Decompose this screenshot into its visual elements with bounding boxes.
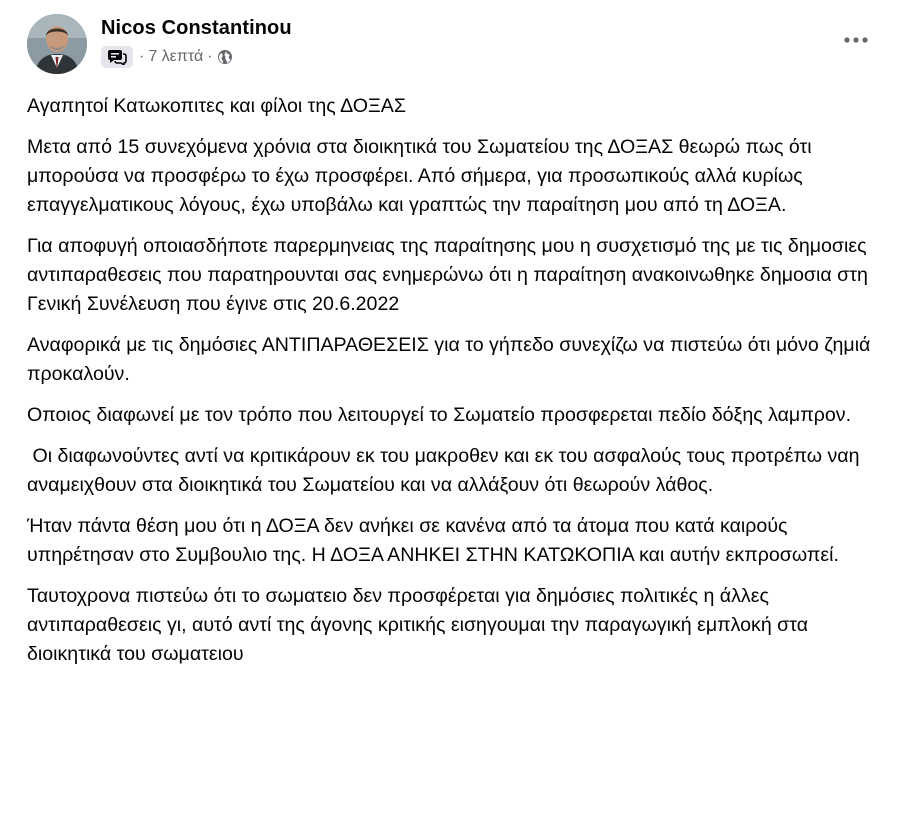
more-options-button[interactable] <box>836 20 876 60</box>
post-paragraph: Οποιος διαφωνεί με τον τρόπο που λειτουργεί το Σωματείο προσφερεται πεδίο δόξης λαμπρον. <box>27 404 852 426</box>
post-body <box>27 92 877 681</box>
avatar-image <box>27 14 87 74</box>
separator: · <box>139 48 145 65</box>
post-paragraph: Αναφορικά με τις δημόσιες ΑΝΤΙΠΑΡΑΘΕΣΕΙΣ για το γήπεδο συνεχίζω να πιστεύω ότι μόνο ζημιά προκαλούν. <box>27 334 876 385</box>
globe-icon[interactable] <box>217 49 233 65</box>
post-paragraph: Ήταν πάντα θέση μου ότι η ΔΟΞΑ δεν ανήκει σε κανένα από τα άτομα που κατά καιρούς υπηρέτησαν στο Συμβουλιο της. Η ΔΟΞΑ ΑΝΗΚΕΙ ΣΤΗΝ ΚΑΤΩΚΟΠΙΑ και αυτήν εκπροσωπεί. <box>27 515 839 566</box>
author-name[interactable]: Nicos Constantinou <box>101 17 292 39</box>
post-meta <box>101 14 292 68</box>
post-paragraph: Ταυτοχρονα πιστεύω ότι το σωματειο δεν προσφέρεται για δημόσιες πολιτικές η άλλες αντιπαραθεσεις γι, αυτό αντί της άγονης κριτικής εισηγουμαι την παραγωγική εμπλοκή στα διοικητικά του σωματειου <box>27 585 814 665</box>
separator: · <box>207 48 213 65</box>
post-subline <box>101 46 292 68</box>
post-paragraph: Αγαπητοί Κατωκοπιτες και φίλοι της ΔΟΞΑΣ <box>27 95 406 117</box>
group-chat-icon[interactable] <box>101 46 133 68</box>
post-paragraph: Μετα από 15 συνεχόμενα χρόνια στα διοικητικά του Σωματείου της ΔΟΞΑΣ θεωρώ πως ότι μπορούσα να προσφέρω το έχω προσφέρει. Από σήμερα, για προσωπικούς αλλά κυρίως επαγγελματικους λόγους, έχω υποβάλω και γραπτώς την παραίτηση μου από τη ΔΟΞΑ. <box>27 136 818 216</box>
avatar[interactable] <box>27 14 87 74</box>
more-horizontal-icon <box>844 37 868 43</box>
post-paragraph: Για αποφυγή οποιασδήποτε παρερμηνειας της παραίτησης μου η συσχετισμό της με τις δημοσιες αντιπαραθεσεις που παρατηρουνται σας ενημερώνω ότι η παραίτηση ανακοινωθηκε δημοσια στη Γενική Συνέλευση που έγινε στις 20.6.2022 <box>27 235 874 315</box>
post-time[interactable]: 7 λεπτά <box>148 48 204 65</box>
post-paragraph: Οι διαφωνούντες αντί να κριτικάρουν εκ του μακροθεν και εκ του ασφαλούς τους προτρέπω ναη αναμειχθουν στα διοικητικά του Σωματείου και να αλλάξουν ότι θεωρούν λάθος. <box>27 445 865 496</box>
post-header <box>27 14 292 74</box>
